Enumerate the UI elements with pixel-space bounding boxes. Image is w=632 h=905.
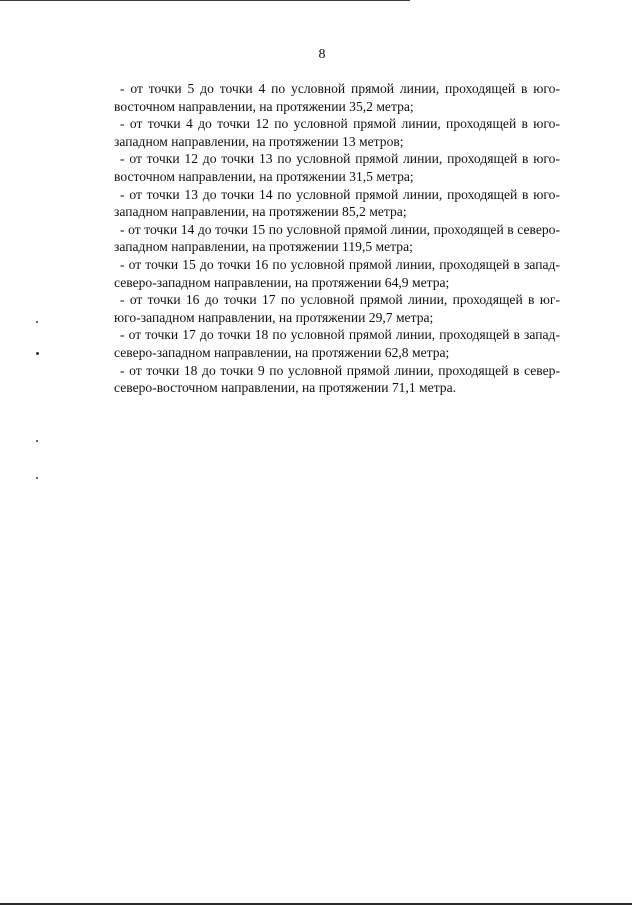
scan-speck [36, 321, 38, 323]
scan-speck [36, 477, 38, 479]
boundary-segment-paragraph: - от точки 15 до точки 16 по условной прямой линии, проходящей в запад-северо-западном направлении, на протяжении 64,9 метра; [114, 256, 560, 290]
scan-speck [36, 352, 39, 355]
boundary-segment-paragraph: - от точки 5 до точки 4 по условной прямой линии, проходящей в юго-восточном направлении, на протяжении 35,2 метра; [114, 81, 560, 114]
document-body [114, 80, 560, 397]
boundary-segment-paragraph: - от точки 17 до точки 18 по условной прямой линии, проходящей в запад-северо-западном направлении, на протяжении 62,8 метра; [114, 327, 560, 360]
top-edge-rule [0, 0, 410, 1]
boundary-segment-paragraph: - от точки 13 до точки 14 по условной прямой линии, проходящей в юго-западном направлении, на протяжении 85,2 метра; [114, 186, 560, 220]
boundary-segment-paragraph: - от точки 16 до точки 17 по условной прямой линии, проходящей в юг-юго-западном направлении, на протяжении 29,7 метра; [114, 292, 560, 325]
boundary-segment-paragraph: - от точки 14 до точки 15 по условной прямой линии, проходящей в северо-западном направлении, на протяжении 119,5 метра; [114, 221, 560, 255]
boundary-segment-paragraph: - от точки 18 до точки 9 по условной прямой линии, проходящей в север-северо-восточном направлении, на протяжении 71,1 метра. [114, 362, 560, 396]
page-number: 8 [318, 47, 326, 62]
boundary-segment-paragraph: - от точки 4 до точки 12 по условной прямой линии, проходящей в юго-западном направлении, на протяжении 13 метров; [114, 116, 560, 149]
boundary-segment-paragraph: - от точки 12 до точки 13 по условной прямой линии, проходящей в юго-восточном направлении, на протяжении 31,5 метра; [114, 151, 560, 184]
scan-speck [36, 440, 38, 442]
